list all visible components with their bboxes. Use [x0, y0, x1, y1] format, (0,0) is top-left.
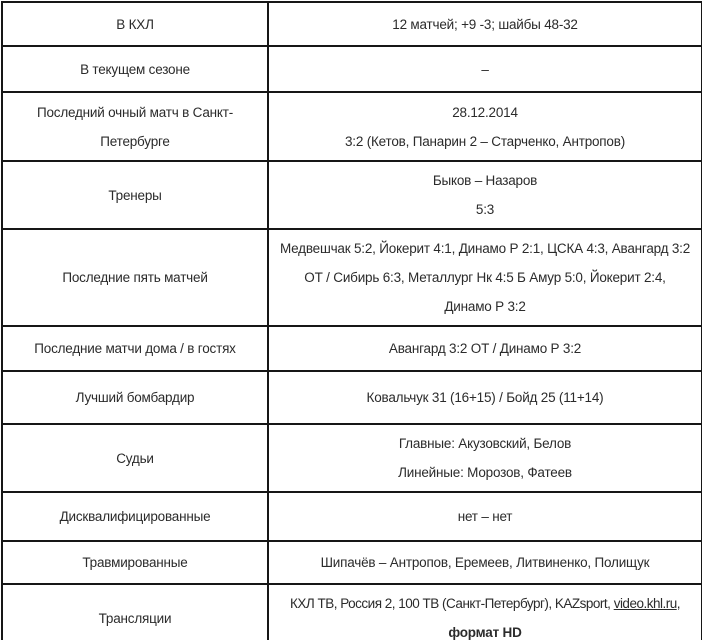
- row-value: [268, 92, 702, 161]
- value-line: 5:3: [475, 202, 495, 217]
- broadcast-text: КХЛ ТВ, Россия 2, 100 ТВ (Санкт-Петербург), KAZsport,: [290, 596, 614, 611]
- row-value: [268, 229, 702, 326]
- row-label: Последние матчи дома / в гостях: [2, 326, 268, 371]
- row-last-five-matches: [2, 229, 702, 326]
- row-label: Судьи: [2, 424, 268, 492]
- row-injured: [2, 541, 702, 584]
- value-line: Медвешчак 5:2, Йокерит 4:1, Динамо Р 2:1, ЦСКА 4:3, Авангард 3:2: [279, 241, 691, 256]
- match-info-table: [1, 1, 702, 640]
- row-label: В текущем сезоне: [2, 46, 268, 92]
- broadcast-line: [278, 589, 692, 618]
- value-line: 28.12.2014: [452, 104, 518, 120]
- row-current-season: [2, 46, 702, 92]
- value-line: Динамо Р 3:2: [444, 299, 526, 314]
- hd-format-note: формат HD: [448, 625, 522, 640]
- row-disqualified: [2, 492, 702, 541]
- row-label: Дисквалифицированные: [2, 492, 268, 541]
- row-value: –: [268, 46, 702, 92]
- value-line: Линейные: Морозов, Фатеев: [398, 465, 572, 480]
- broadcast-text-suffix: ,: [676, 596, 680, 611]
- row-value: [268, 161, 702, 229]
- value-line: 3:2 (Кетов, Панарин 2 – Старченко, Антропов): [344, 133, 625, 149]
- row-label: Травмированные: [2, 541, 268, 584]
- row-value: [268, 424, 702, 492]
- row-value: 12 матчей; +9 -3; шайбы 48-32: [268, 2, 702, 46]
- row-label: Последние пять матчей: [2, 229, 268, 326]
- row-coaches: [2, 161, 702, 229]
- row-value: Ковальчук 31 (16+15) / Бойд 25 (11+14): [268, 371, 702, 424]
- row-value: нет – нет: [268, 492, 702, 541]
- row-label: Трансляции: [2, 584, 268, 640]
- row-label: Последний очный матч в Санкт-Петербурге: [2, 92, 268, 161]
- row-value: [268, 584, 702, 640]
- row-referees: [2, 424, 702, 492]
- row-last-match-spb: [2, 92, 702, 161]
- row-label: Лучший бомбардир: [2, 371, 268, 424]
- value-line: Главные: Акузовский, Белов: [398, 436, 572, 451]
- row-value: Авангард 3:2 ОТ / Динамо Р 3:2: [268, 326, 702, 371]
- row-top-scorer: [2, 371, 702, 424]
- row-broadcasts: [2, 584, 702, 640]
- row-label: В КХЛ: [2, 2, 268, 46]
- row-khl: [2, 2, 702, 46]
- row-home-away: [2, 326, 702, 371]
- video-khl-link[interactable]: video.khl.ru: [613, 596, 677, 611]
- value-line: ОТ / Сибирь 6:3, Металлург Нк 4:5 Б Амур 5:0, Йокерит 2:4,: [304, 270, 666, 285]
- row-value: Шипачёв – Антропов, Еремеев, Литвиненко, Полищук: [268, 541, 702, 584]
- row-label: Тренеры: [2, 161, 268, 229]
- value-line: Быков – Назаров: [432, 173, 538, 188]
